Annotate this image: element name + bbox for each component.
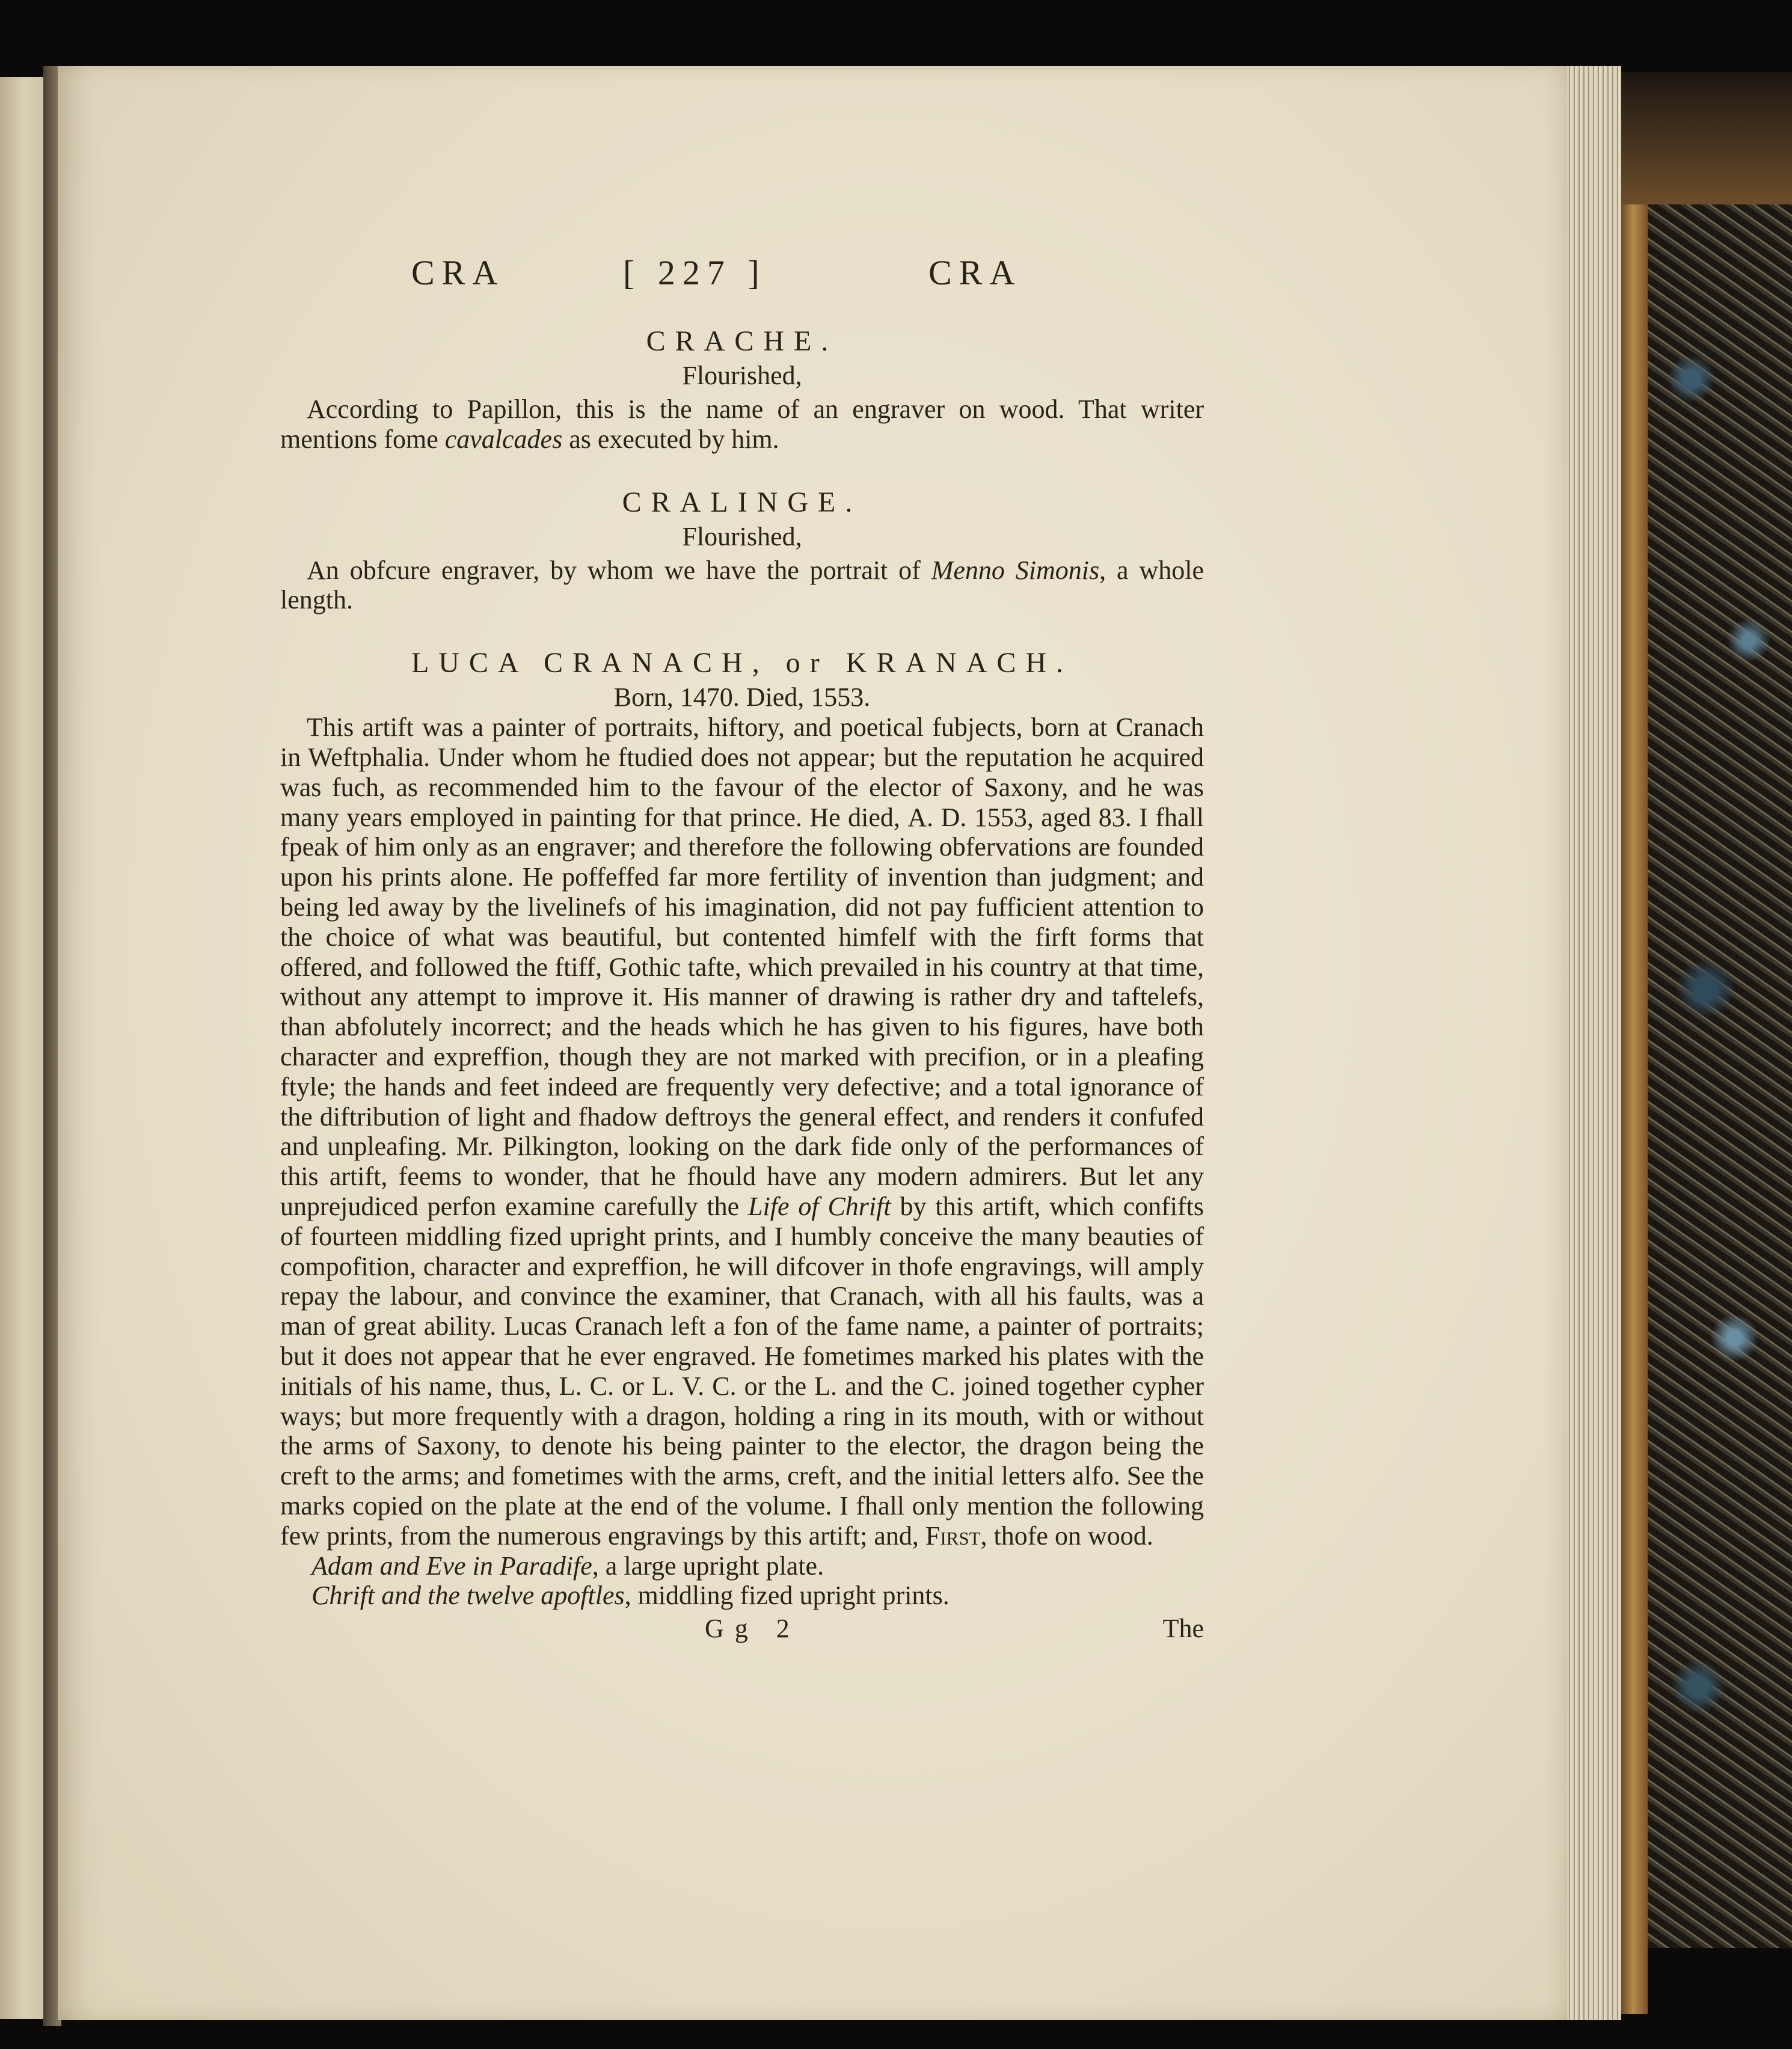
entry-crache [280,325,1204,455]
running-head-left: CRA [411,253,505,292]
entry-paragraph: According to Papillon, this is the name of an engraver on wood. That writer mentions fome cavalcades as executed by him. [280,394,1204,454]
running-head [280,253,1204,307]
signature-mark: Gg 2 [705,1614,800,1644]
print-list-item: Chrift and the twelve apoftles, middling fized upright prints. [311,1581,950,1611]
catchword: The [1162,1614,1204,1644]
page-footer [280,1613,1204,1649]
page-text [280,253,1204,1649]
entry-subtitle: Flourished, [682,521,802,551]
page-number: [ 227 ] [623,253,767,292]
entry-title: CRACHE. [646,325,838,357]
print-list-item: Adam and Eve in Paradife, a large upright plate. [311,1551,824,1581]
entry-cralinge [280,486,1204,616]
entry-paragraph: An obfcure engraver, by whom we have the portrait of Menno Simonis, a whole length. [280,555,1204,615]
cover-edge [1621,72,1648,2014]
facing-page-edge [0,77,43,2019]
leather-binding [1621,72,1792,204]
entry-title: LUCA CRANACH, or KRANACH. [411,647,1073,679]
entry-title: CRALINGE. [622,486,862,518]
running-head-right: CRA [928,253,1022,292]
marbled-board [1648,204,1792,1948]
entry-cranach [280,646,1204,1611]
page-edges [1567,66,1621,2020]
entry-subtitle: Flourished, [682,361,802,390]
entry-subtitle: Born, 1470. Died, 1553. [613,682,871,712]
entry-paragraph: This artift was a painter of portraits, hiftory, and poetical fubjects, born at Cranach in Weftphalia. Under whom he ftudied does not appear; but the reputation he acquired was fuch, as recommended him to the favour of the elector of Saxony, and he was many years employed in painting for that prince. He died, A. D. 1553, aged 83. I fhall fpeak of him only as an engraver; and therefore the following obfervations are founded upon his prints alone. He poffeffed far more fertility of invention than judgment; and being led away by the livelinefs of his imagination, did not pay fufficient attention to the choice of what was beautiful, but contented himfelf with the firft forms that offered, and followed the ftiff, Gothic tafte, which prevailed in his country at that time, without any attempt to improve it. His manner of drawing is rather dry and taftelefs, than abfolutely incorrect; and the heads which he has given to his figures, have both character and expreffion, though they are not marked with precifion, or in a pleafing ftyle; the hands and feet indeed are frequently very defective; and a total ignorance of the diftribution of light and fhadow deftroys the general effect, and renders it confufed and unpleafing. Mr. Pilkington, looking on the dark fide only of the performances of this artift, feems to wonder, that he fhould have any modern admirers. But let any unprejudiced perfon examine carefully the Life of Chrift by this artift, which confifts of fourteen middling fized upright prints, and I humbly conceive the many beauties of compofition, character and expreffion, he will difcover in thofe engravings, will amply repay the labour, and convince the examiner, that Cranach, with all his faults, was a man of great ability. Lucas Cranach left a fon of the fame name, a painter of portraits; but it does not appear that he ever engraved. He fometimes marked his plates with the initials of his name, thus, L. C. or L. V. C. or the L. and the C. joined together cypher ways; but more frequently with a dragon, holding a ring in its mouth, with or without the arms of Saxony, to denote his being painter to the elector, the dragon being the creft to the arms; and fometimes with the arms, creft, and the initial letters alfo. See the marks copied on the plate at the end of the volume. I fhall only mention the following few prints, from the numerous engravings by this artift; and, First, thofe on wood. [280,712,1204,1551]
